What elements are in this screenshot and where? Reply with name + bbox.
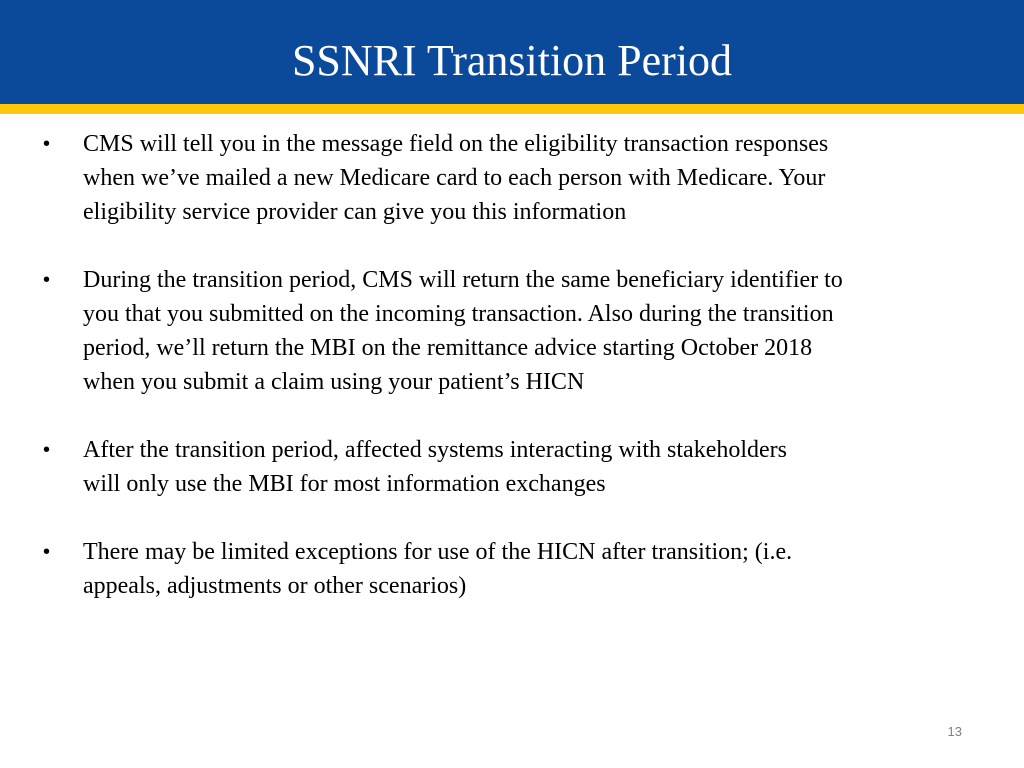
bullet-marker: • [43, 269, 51, 291]
bullet-item [0, 433, 1024, 501]
bullet-text-line: During the transition period, CMS will return the same beneficiary identifier to [83, 267, 843, 293]
bullet-text-line: period, we’ll return the MBI on the remittance advice starting October 2018 [83, 335, 813, 361]
bullet-text-line: appeals, adjustments or other scenarios) [83, 573, 467, 599]
bullet-marker: • [43, 133, 51, 155]
bullet-item [0, 263, 1024, 399]
bullet-marker: • [43, 439, 51, 461]
bullet-text-line: There may be limited exceptions for use of the HICN after transition; (i.e. [83, 539, 793, 565]
page-number: 13 [947, 724, 962, 739]
bullet-text-line: when you submit a claim using your patient’s HICN [83, 369, 585, 395]
bullet-text-line: when we’ve mailed a new Medicare card to each person with Medicare. Your [83, 165, 826, 191]
bullet-text-line: CMS will tell you in the message field on the eligibility transaction responses [83, 131, 829, 157]
bullet-marker: • [43, 541, 51, 563]
bullet-text-line: After the transition period, affected systems interacting with stakeholders [83, 437, 788, 463]
header-accent-stripe [0, 104, 1024, 114]
bullet-text-line: eligibility service provider can give you this information [83, 199, 627, 225]
bullet-text-line: you that you submitted on the incoming transaction. Also during the transition [83, 301, 834, 327]
bullet-text-line: will only use the MBI for most information exchanges [83, 471, 606, 497]
bullet-item [0, 535, 1024, 603]
bullet-list [0, 127, 1024, 637]
slide-title: SSNRI Transition Period [291, 36, 733, 85]
bullet-item [0, 127, 1024, 229]
